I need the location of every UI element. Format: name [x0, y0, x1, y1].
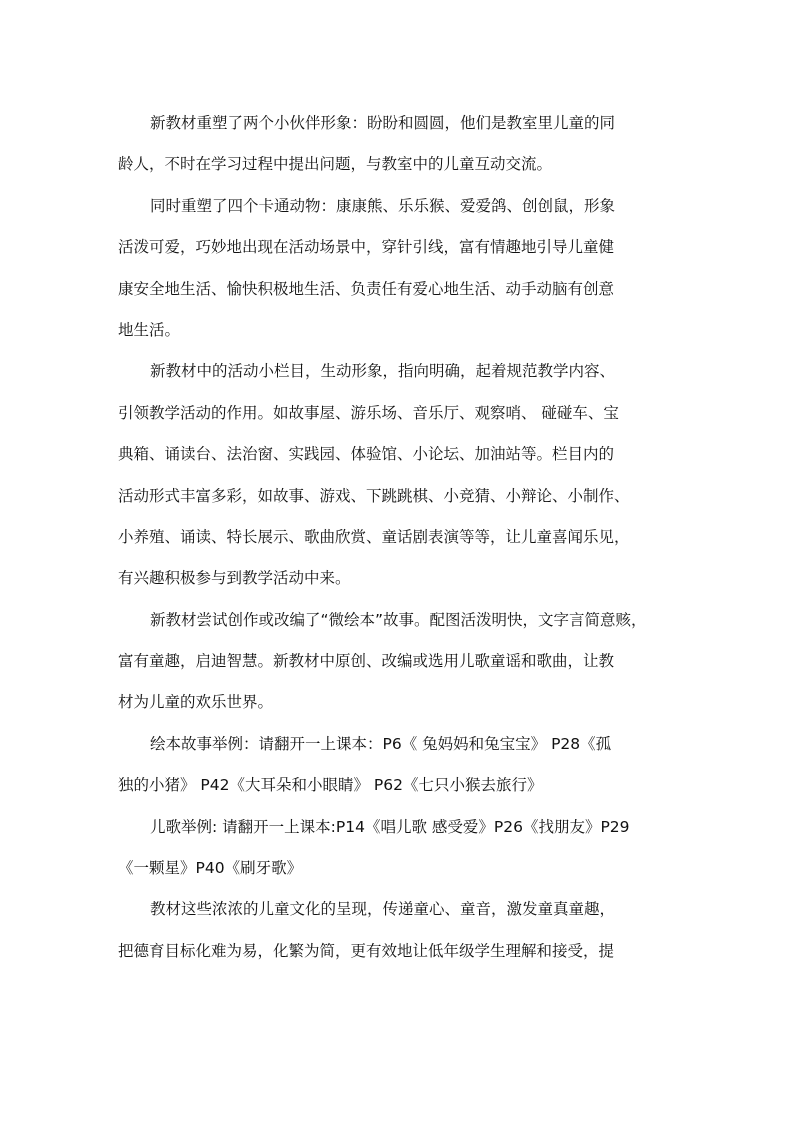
paragraph-line: 新教材重塑了两个小伙伴形象：盼盼和圆圆，他们是教室里儿童的同: [150, 114, 616, 132]
paragraph-line: 儿歌举例: 请翻开一上课本:P14《唱儿歌 感受爱》P26《找朋友》P29: [150, 817, 630, 836]
paragraph-line: 地生活。: [118, 320, 181, 339]
paragraph-line: 绘本故事举例：请翻开一上课本：P6《 兔妈妈和兔宝宝》 P28《孤: [150, 734, 612, 753]
paragraph-line: 教材这些浓浓的儿童文化的呈现，传递童心、童音，激发童真童趣，: [150, 900, 616, 919]
paragraph-line: 《一颗星》P40《刷牙歌》: [118, 859, 303, 878]
paragraph-line: 新教材中的活动小栏目，生动形象，指向明确，起着规范教学内容、: [150, 362, 616, 381]
paragraph-line: 富有童趣，启迪智慧。新教材中原创、改编或选用儿歌童谣和歌曲，让教: [118, 652, 615, 671]
paragraph-line: 小养殖、诵读、特长展示、歌曲欣赏、童话剧表演等等，让儿童喜闻乐见，: [118, 527, 630, 546]
paragraph-line: 典箱、诵读台、法治窗、实践园、体验馆、小论坛、加油站等。栏目内的: [118, 445, 615, 464]
paragraph-line: 活动形式丰富多彩，如故事、游戏、下跳跳棋、小竞猜、小辩论、小制作、: [118, 486, 630, 505]
paragraph-line: 材为儿童的欢乐世界。: [118, 693, 274, 712]
paragraph-line: 新教材尝试创作或改编了“微绘本”故事。配图活泼明快，文字言简意赅，: [150, 610, 647, 629]
paragraph-line: 独的小猪》 P42《大耳朵和小眼睛》 P62《七只小猴去旅行》: [118, 776, 543, 795]
paragraph-line: 康安全地生活、愉快积极地生活、负责任有爱心地生活、动手动脑有创意: [118, 279, 615, 298]
paragraph-line: 龄人，不时在学习过程中提出问题，与教室中的儿童互动交流。: [118, 155, 553, 174]
paragraph-line: 有兴趣积极参与到教学活动中来。: [118, 569, 351, 588]
document-body: [118, 103, 678, 972]
paragraph-line: 同时重塑了四个卡通动物：康康熊、乐乐猴、爱爱鸽、创创鼠，形象: [150, 196, 616, 215]
paragraph-line: 引领教学活动的作用。如故事屋、游乐场、音乐厅、观察哨、 碰碰车、宝: [118, 403, 619, 422]
paragraph-line: 把德育目标化难为易，化繁为简，更有效地让低年级学生理解和接受，提: [118, 941, 615, 960]
paragraph-line: 活泼可爱，巧妙地出现在活动场景中，穿针引线，富有情趣地引导儿童健: [118, 238, 615, 257]
